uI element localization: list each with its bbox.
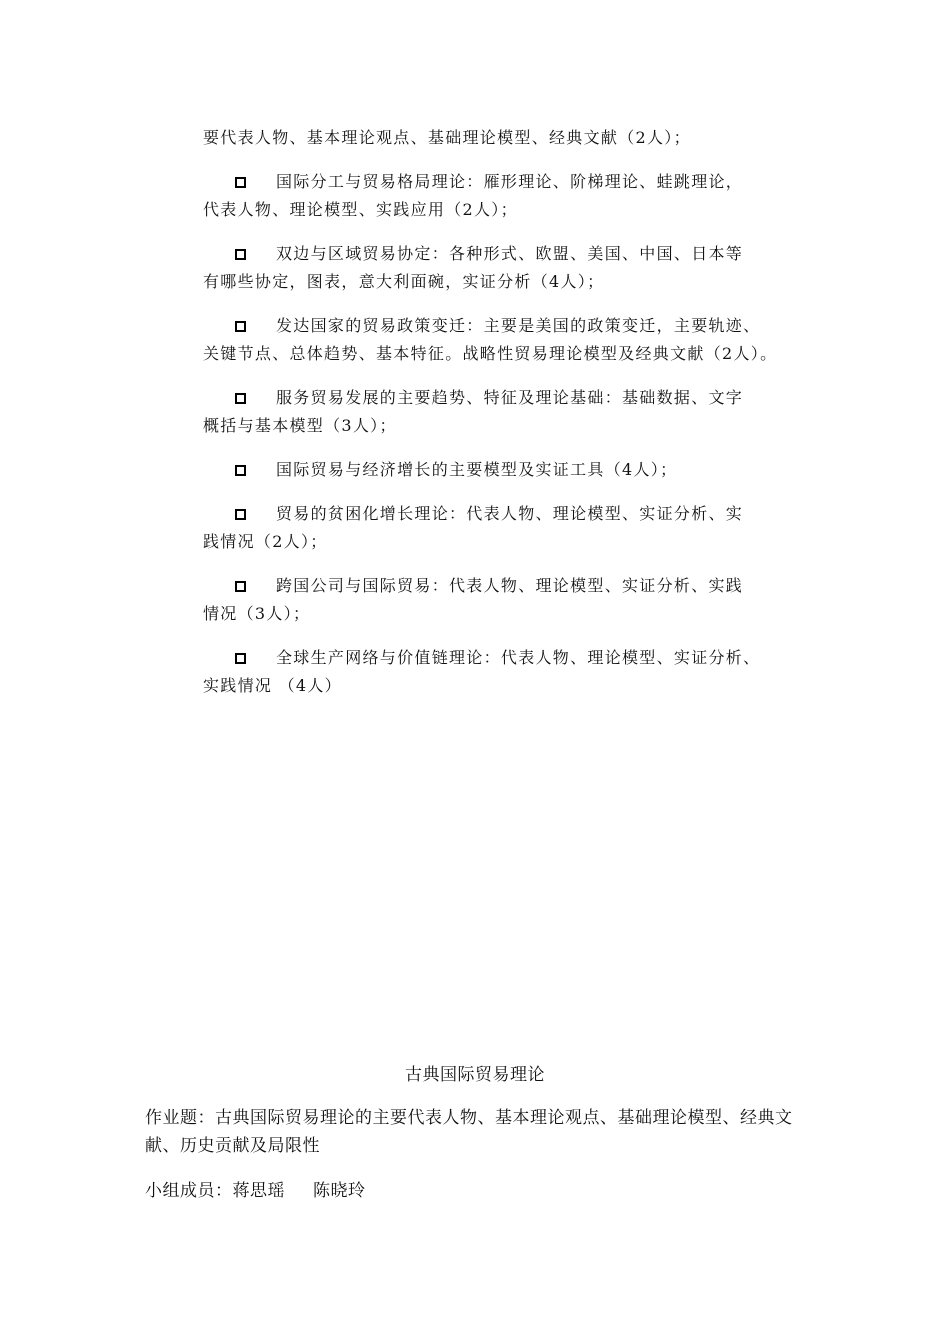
item-text-cont: 关键节点、总体趋势、基本特征。战略性贸易理论模型及经典文献（2人）。 <box>203 344 778 363</box>
list-item <box>203 384 823 440</box>
members-label: 小组成员： <box>145 1181 233 1201</box>
member-name: 陈晓玲 <box>313 1181 366 1201</box>
list-item <box>203 644 823 700</box>
section-title: 古典国际贸易理论 <box>405 1065 545 1085</box>
item-text: 贸易的贫困化增长理论：代表人物、理论模型、实证分析、实 <box>276 504 744 523</box>
topic-list <box>203 124 823 716</box>
item-text: 国际贸易与经济增长的主要模型及实证工具（4人）； <box>276 460 678 479</box>
checkbox-icon <box>235 581 246 592</box>
item-text: 发达国家的贸易政策变迁：主要是美国的政策变迁，主要轨迹、 <box>276 316 761 335</box>
item-text: 跨国公司与国际贸易：代表人物、理论模型、实证分析、实践 <box>276 576 744 595</box>
item-text-cont: 代表人物、理论模型、实践应用（2人）； <box>203 200 518 219</box>
member-name: 蒋思瑶 <box>232 1181 285 1201</box>
list-item <box>203 168 823 224</box>
checkbox-icon <box>235 177 246 188</box>
checkbox-icon <box>235 653 246 664</box>
list-item <box>203 456 823 484</box>
list-item <box>203 500 823 556</box>
continued-line: 要代表人物、基本理论观点、基础理论模型、经典文献（2人）； <box>203 128 691 147</box>
list-item <box>203 312 823 368</box>
group-members <box>145 1178 366 1204</box>
checkbox-icon <box>235 393 246 404</box>
item-text-cont: 有哪些协定，图表，意大利面碗，实证分析（4人）； <box>203 272 605 291</box>
checkbox-icon <box>235 249 246 260</box>
item-text: 国际分工与贸易格局理论：雁形理论、阶梯理论、蛙跳理论， <box>276 172 744 191</box>
checkbox-icon <box>235 465 246 476</box>
item-text-cont: 情况（3人）； <box>203 604 311 623</box>
homework-text: 作业题：古典国际贸易理论的主要代表人物、基本理论观点、基础理论模型、经典文献、历史贡献及局限性 <box>145 1108 793 1156</box>
item-text-cont: 概括与基本模型（3人）； <box>203 416 397 435</box>
checkbox-icon <box>235 509 246 520</box>
item-text-cont: 践情况（2人）； <box>203 532 328 551</box>
item-text-cont: 实践情况 （4人） <box>203 676 342 695</box>
item-text: 双边与区域贸易协定：各种形式、欧盟、美国、中国、日本等 <box>276 244 744 263</box>
item-text: 全球生产网络与价值链理论：代表人物、理论模型、实证分析、 <box>276 648 761 667</box>
checkbox-icon <box>235 321 246 332</box>
item-text: 服务贸易发展的主要趋势、特征及理论基础：基础数据、文字 <box>276 388 744 407</box>
list-item <box>203 240 823 296</box>
list-item <box>203 572 823 628</box>
